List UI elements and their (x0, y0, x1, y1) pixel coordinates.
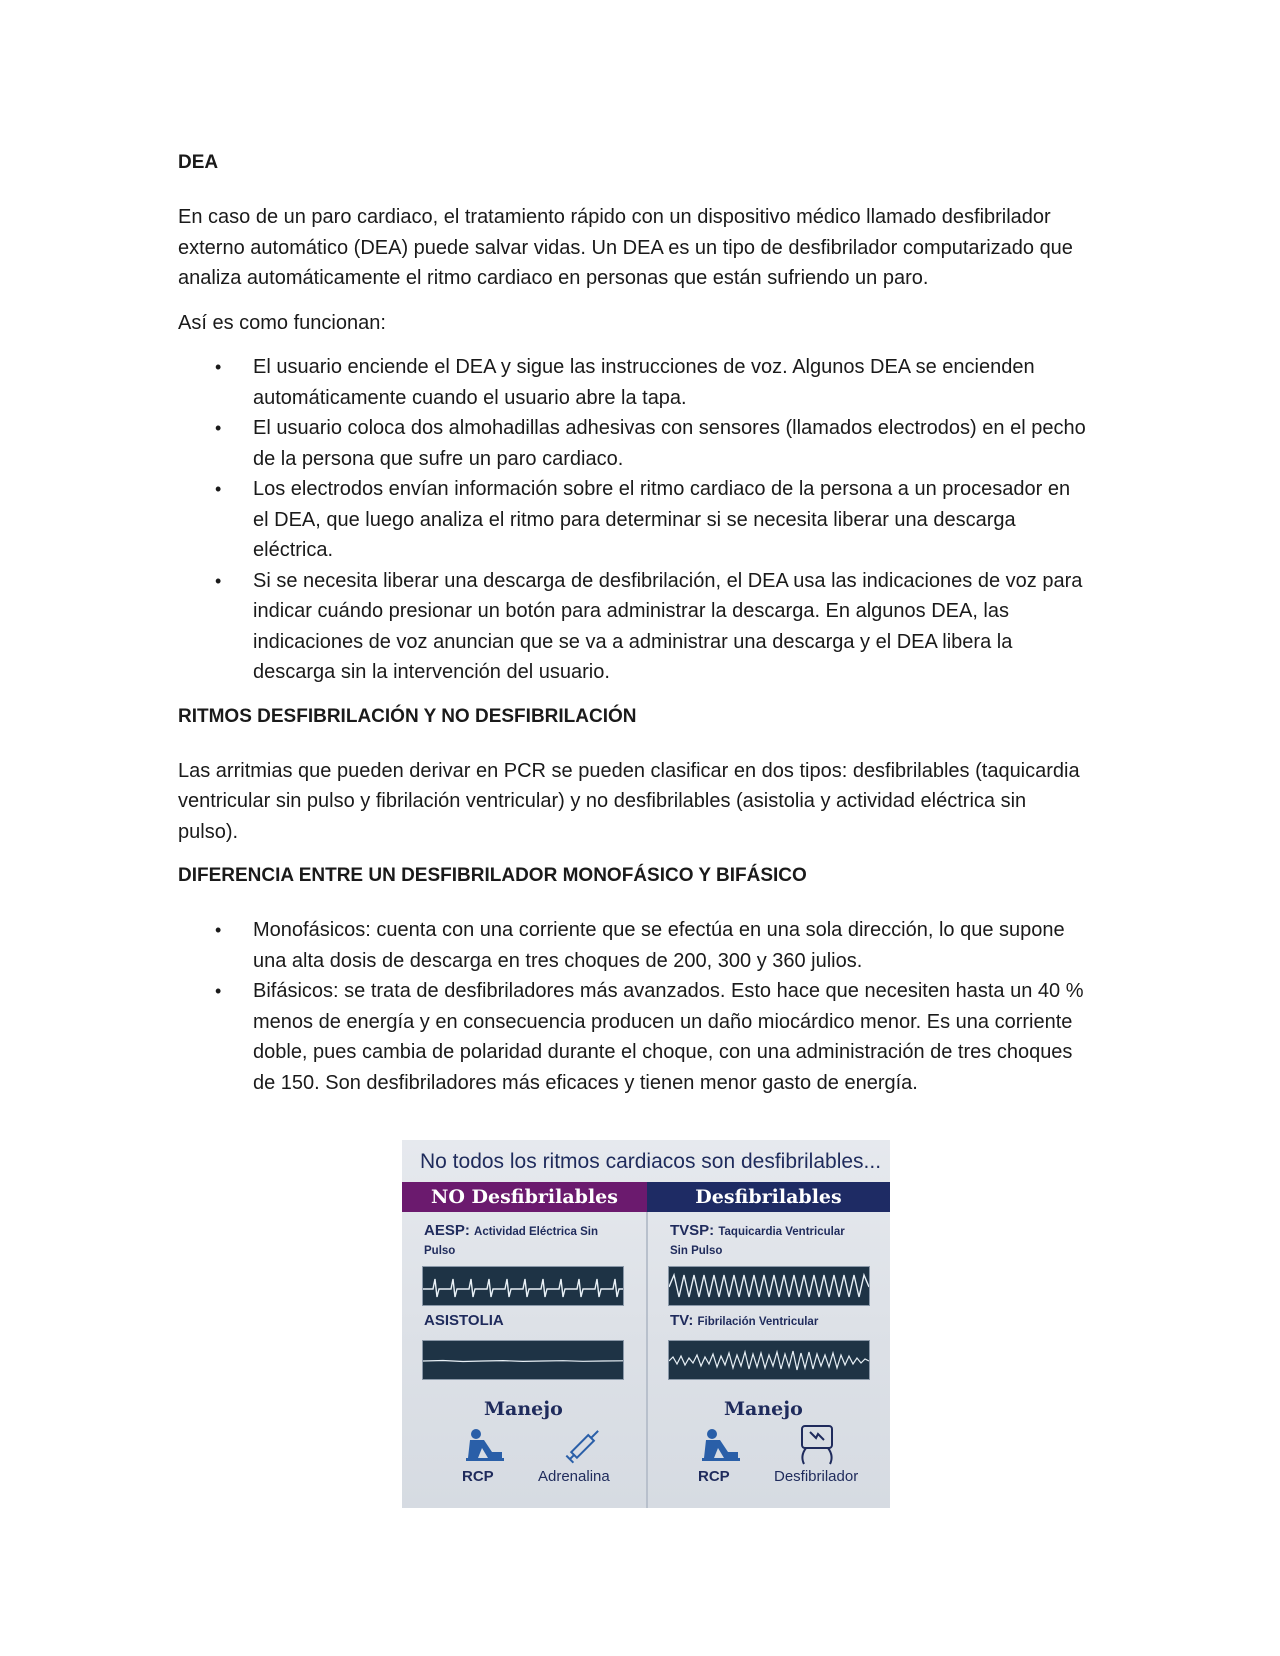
bullet-icon: • (215, 357, 222, 377)
tv-ecg-strip (668, 1340, 870, 1380)
tvsp-label: TVSP: Taquicardia Ventricular Sin Pulso (670, 1222, 845, 1257)
bullet-icon: • (215, 418, 222, 438)
list-item: • El usuario coloca dos almohadillas adhesivas con sensores (llamados electrodos) en el pecho de la persona que sufre un paro cardiaco. (178, 413, 1088, 474)
cpr-icon (462, 1428, 506, 1462)
diferencia-list (178, 915, 1088, 1098)
bullet-icon: • (215, 920, 222, 940)
tv-ecg-trace (669, 1341, 869, 1379)
infographic-title: No todos los ritmos cardiacos son desfibrilables... (420, 1150, 882, 1173)
list-item: • Bifásicos: se trata de desfibriladores más avanzados. Esto hace que necesiten hasta un 40 % menos de energía y en consecuencia producen un daño miocárdico menor. Es una corriente doble, pues cambia de polaridad durante el choque, con una administración de tres choques de 150. Son desfibriladores más eficaces y tienen menor gasto de energía. (178, 976, 1088, 1098)
no-desfibrilables-header: NO Desfibrilables (402, 1182, 647, 1212)
rhythms-infographic (402, 1140, 890, 1508)
aesp-ecg-strip (422, 1266, 624, 1306)
manejo-right: Manejo (724, 1398, 803, 1420)
ritmos-paragraph: Las arritmias que pueden derivar en PCR se pueden clasificar en dos tipos: desfibrilables (taquicardia ventricular sin pulso y fibrilación ventricular) y no desfibrilables (asistolia y actividad eléctrica sin pulso). (178, 759, 1080, 843)
diferencia-heading: DIFERENCIA ENTRE UN DESFIBRILADOR MONOFÁSICO Y BIFÁSICO (178, 865, 807, 886)
aesp-ecg-trace (423, 1267, 623, 1305)
bullet-icon: • (215, 479, 222, 499)
manejo-left: Manejo (484, 1398, 563, 1420)
bullet-icon: • (215, 981, 222, 1001)
list-item: • Los electrodos envían información sobre el ritmo cardiaco de la persona a un procesador en el DEA, que luego analiza el ritmo para determinar si se necesita liberar una descarga eléctrica. (178, 474, 1088, 566)
tvsp-ecg-strip (668, 1266, 870, 1306)
asistolia-ecg-trace (423, 1341, 623, 1379)
desfibrilador-label: Desfibrilador (774, 1468, 859, 1485)
rcp-label-right: RCP (698, 1468, 730, 1485)
asistolia-label: ASISTOLIA (424, 1312, 504, 1329)
dea-heading: DEA (178, 152, 219, 173)
list-item: • Monofásicos: cuenta con una corriente que se efectúa en una sola dirección, lo que supone una alta dosis de descarga en tres choques de 200, 300 y 360 julios. (178, 915, 1088, 976)
defibrillator-icon (794, 1424, 840, 1466)
bullet-icon: • (215, 570, 222, 591)
how-list (178, 352, 1088, 688)
aesp-label: AESP: Actividad Eléctrica Sin Pulso (424, 1222, 599, 1257)
syringe-icon (562, 1426, 606, 1464)
column-divider (646, 1212, 648, 1508)
list-item: • Si se necesita liberar una descarga de desfibrilación, el DEA usa las indicaciones de voz para indicar cuándo presionar un botón para administrar la descarga. En algunos DEA, las indicaciones de voz anuncian que se va a administrar una descarga y el DEA libera la descarga sin la intervención del usuario. (178, 566, 1088, 688)
cpr-icon (698, 1428, 742, 1462)
rcp-label-left: RCP (462, 1468, 494, 1485)
document-body (178, 148, 1088, 1112)
tvsp-ecg-trace (669, 1267, 869, 1305)
tv-label: TV: Fibrilación Ventricular (670, 1312, 819, 1329)
how-intro: Así es como funcionan: (178, 311, 386, 334)
asistolia-ecg-strip (422, 1340, 624, 1380)
dea-paragraph: En caso de un paro cardiaco, el tratamiento rápido con un dispositivo médico llamado desfibrilador externo automático (DEA) puede salvar vidas. Un DEA es un tipo de desfibrilador computarizado que analiza automáticamente el ritmo cardiaco en personas que están sufriendo un paro. (178, 206, 1073, 289)
ritmos-heading: RITMOS DESFIBRILACIÓN Y NO DESFIBRILACIÓN (178, 705, 637, 727)
desfibrilables-header: Desfibrilables (647, 1182, 890, 1212)
adrenalina-label: Adrenalina (538, 1468, 610, 1485)
list-item: • El usuario enciende el DEA y sigue las instrucciones de voz. Algunos DEA se encienden automáticamente cuando el usuario abre la tapa. (178, 352, 1088, 413)
